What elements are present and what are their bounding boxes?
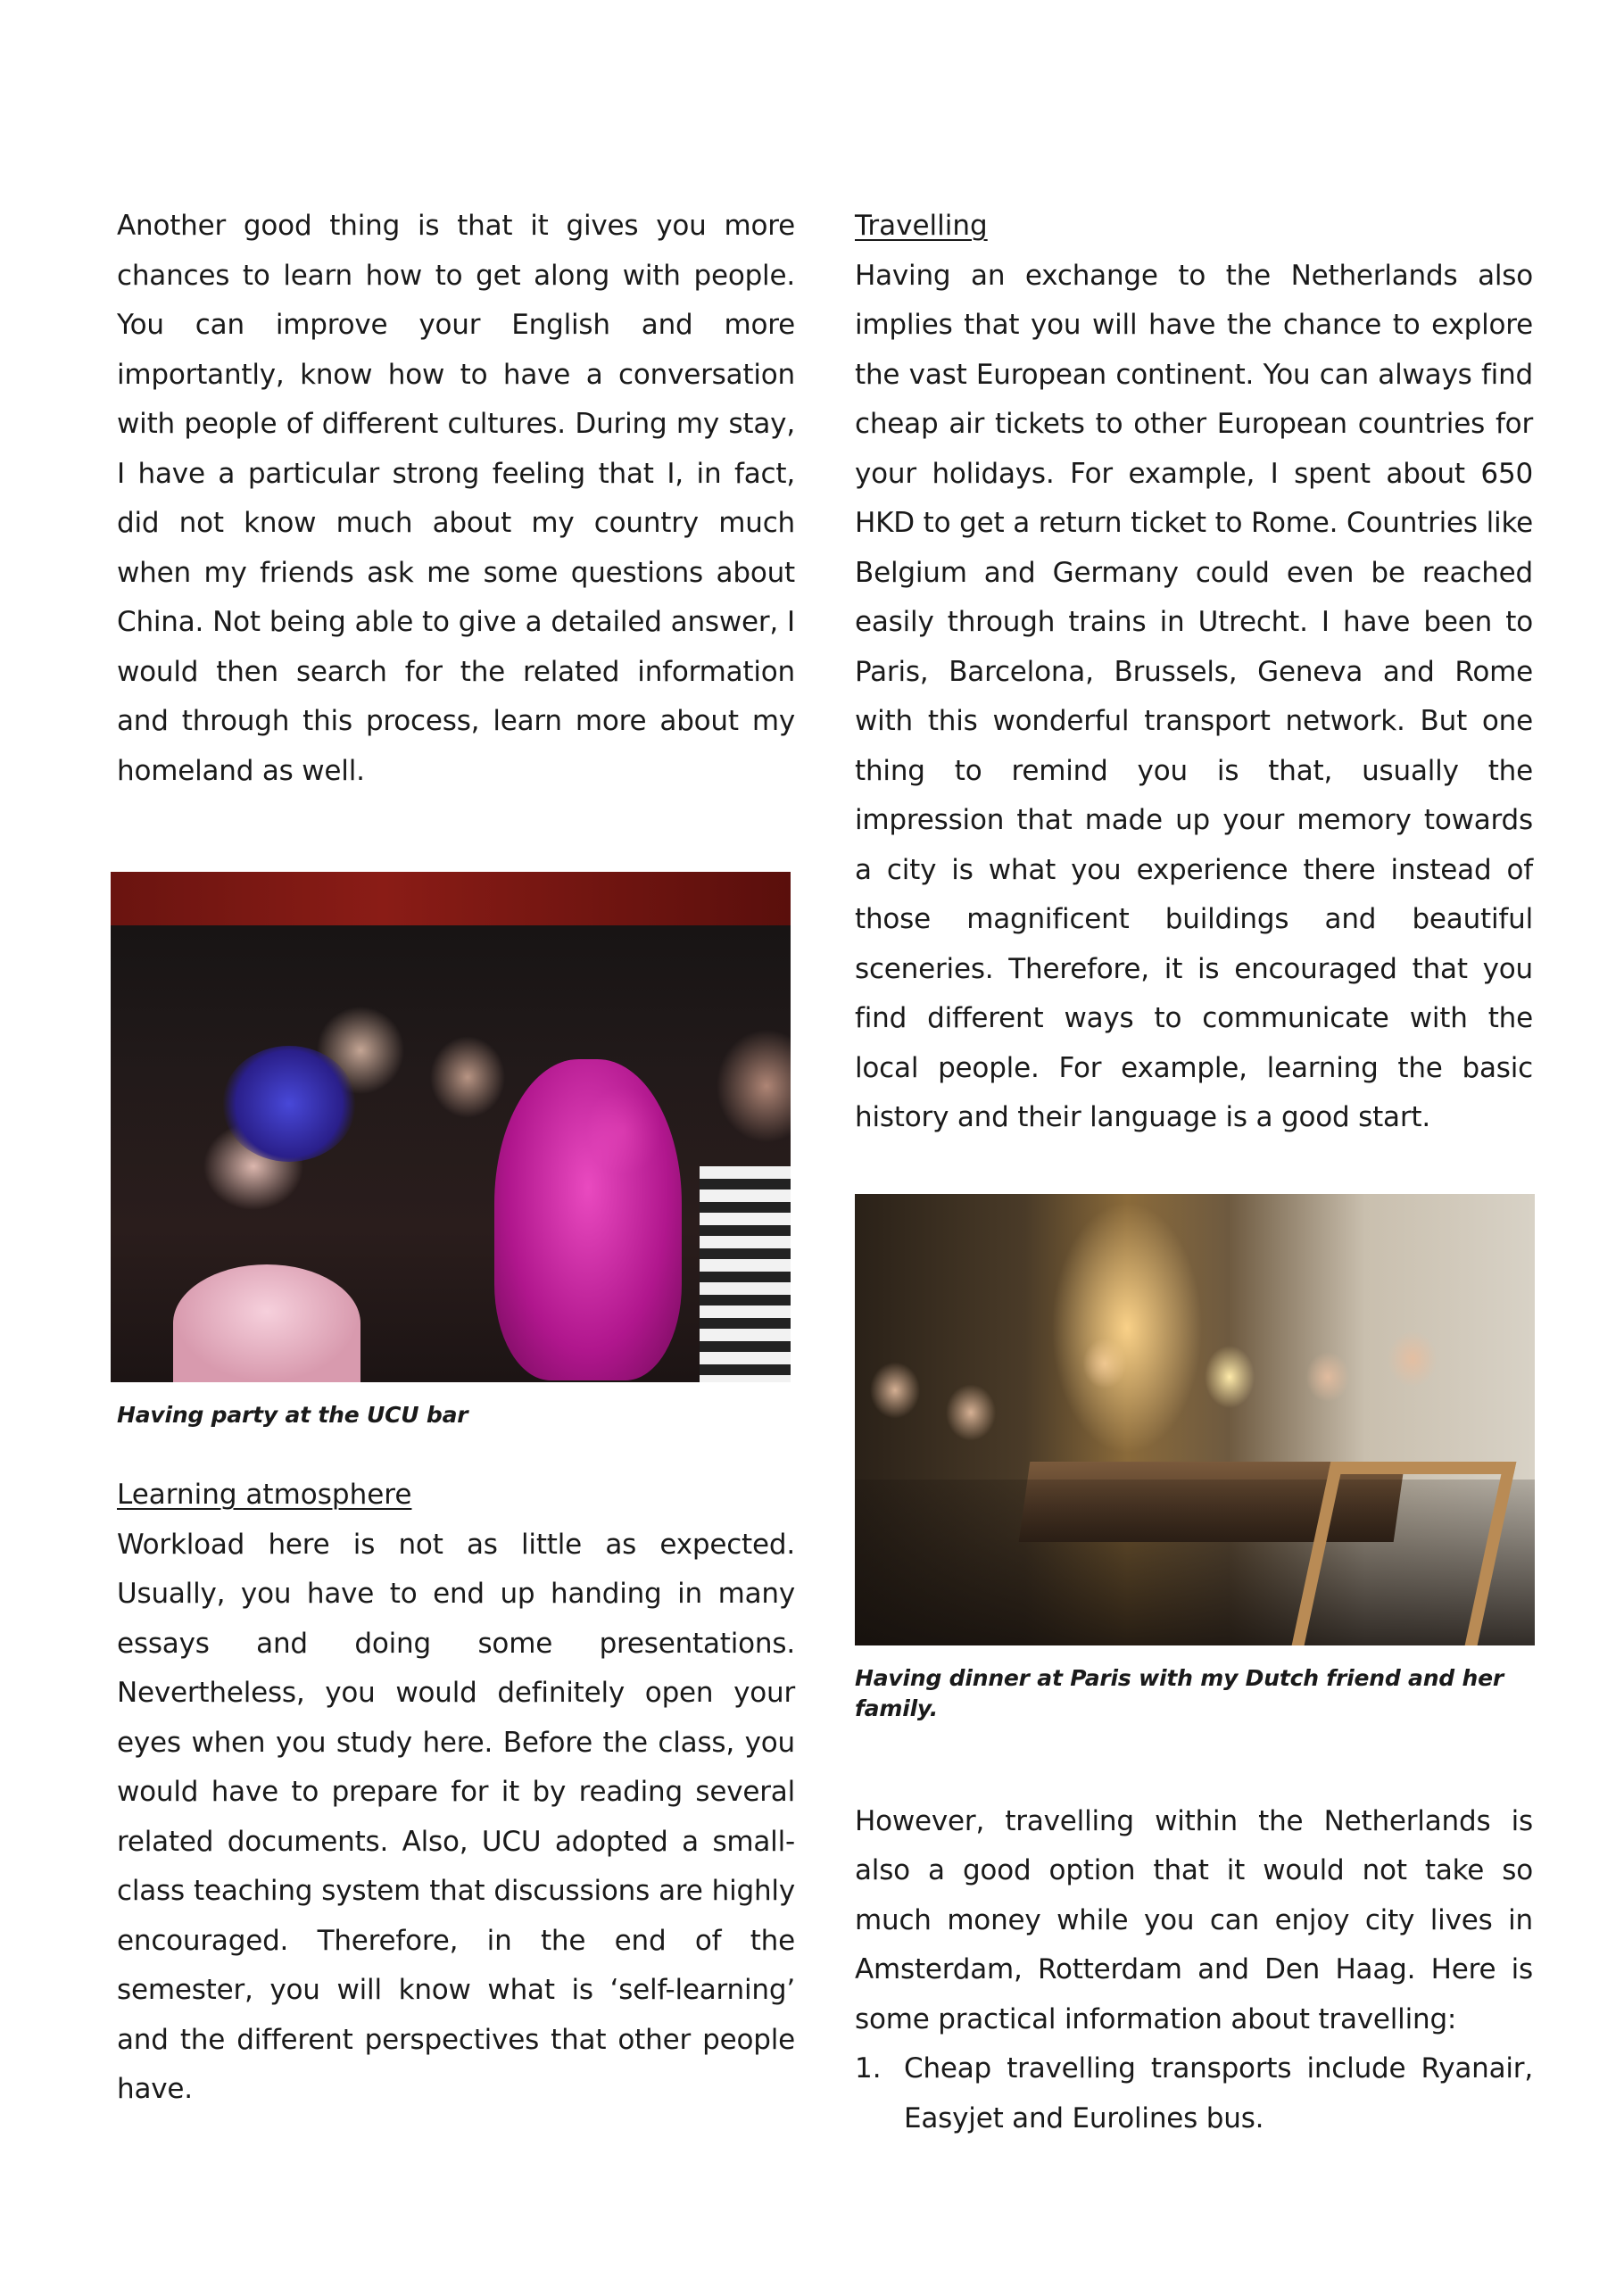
list-item xyxy=(855,2044,1533,2143)
left-column xyxy=(117,202,795,2115)
travelling-heading: Travelling xyxy=(855,210,988,242)
dinner-photo xyxy=(855,1194,1535,1645)
party-photo-striped-shirt xyxy=(700,1166,791,1382)
learning-atmosphere-heading: Learning atmosphere xyxy=(117,1479,412,1511)
dinner-photo-caption: Having dinner at Paris with my Dutch friend and her family. xyxy=(855,1664,1504,1721)
party-photo xyxy=(111,872,791,1382)
party-photo-ceiling xyxy=(111,872,791,925)
right-column xyxy=(855,202,1533,2143)
party-photo-feather-boa xyxy=(173,1264,360,1382)
list-item-text: Cheap travelling transports include Ryanair, Easyjet and Eurolines bus. xyxy=(904,2052,1533,2134)
party-photo-pink-wig xyxy=(494,1059,682,1380)
travel-tips-list xyxy=(855,2044,1533,2143)
list-item-number: 1. xyxy=(855,2052,882,2085)
netherlands-travel-paragraph: However, travelling within the Netherlands is also a good option that it would not take so much money while you can enjoy city lives in Amsterdam, Rotterdam and Den Haag. Here is some practical information about travelling: xyxy=(855,1804,1533,2035)
travelling-paragraph: Having an exchange to the Netherlands also implies that you will have the chance to explore the vast European continent. You can always find cheap air tickets to other European countries for your holidays. For example, I spent about 650 HKD to get a return ticket to Rome. Countries like Belgium and Germany could even be reached easily through trains in Utrecht. I have been to Paris, Barcelona, Brussels, Geneva and Rome with this wonderful transport network. But one thing to remind you is that, usually the impression that made up your memory towards a city is what you experience there instead of those magnificent buildings and beautiful sceneries. Therefore, it is encouraged that you find different ways to communicate with the local people. For example, learning the basic history and their language is a good start. xyxy=(855,259,1533,1133)
party-photo-caption: Having party at the UCU bar xyxy=(117,1402,468,1428)
learning-atmosphere-paragraph: Workload here is not as little as expected. Usually, you have to end up handing in many essays and doing some presentations. Nevertheless, you would definitely open your eyes when you study here. Before the class, you would have to prepare for it by reading several related documents. Also, UCU adopted a small-class teaching system that discussions are highly encouraged. Therefore, in the end of the semester, you will know what is ‘self-learning’ and the different perspectives that other people have. xyxy=(117,1528,795,2105)
intro-paragraph: Another good thing is that it gives you more chances to learn how to get along with people. You can improve your English and more importantly, know how to have a conversation with people of different cultures. During my stay, I have a particular strong feeling that I, in fact, did not know much about my country much when my friends ask me some questions about China. Not being able to give a detailed answer, I would then search for the related information and through this process, learn more about my homeland as well. xyxy=(117,210,795,787)
party-photo-blue-wig xyxy=(222,1046,356,1162)
